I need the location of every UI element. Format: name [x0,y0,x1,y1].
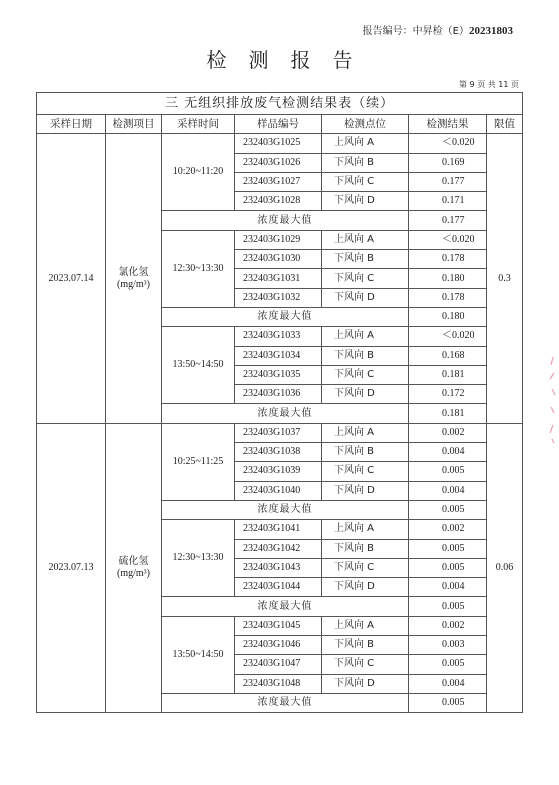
max-concentration-value: 0.181 [409,404,487,423]
table-title: 三 无组织排放废气检测结果表（续） [37,93,523,115]
result-value: ＜0.020 [409,230,487,249]
monitoring-point: 上风向 A [322,616,409,635]
max-concentration-label: 浓度最大值 [162,597,409,616]
sample-id: 232403G1039 [235,462,322,481]
column-header: 样品编号 [235,115,322,134]
monitoring-point: 下风向 C [322,655,409,674]
result-value: 0.168 [409,346,487,365]
monitoring-point: 上风向 A [322,520,409,539]
sampling-time: 13:50~14:50 [162,616,235,693]
monitoring-point: 下风向 B [322,636,409,655]
result-value: 0.005 [409,462,487,481]
report-number-value: 20231803 [469,25,513,37]
test-item-unit: (mg/m³) [117,278,150,290]
result-value: 0.002 [409,616,487,635]
column-header: 限值 [487,115,523,134]
sample-id: 232403G1028 [235,192,322,211]
limit-value: 0.3 [487,134,523,423]
monitoring-point: 上风向 A [322,230,409,249]
report-number [363,22,513,37]
test-item-name: 硫化氢 [118,555,149,567]
column-header: 采样时间 [162,115,235,134]
result-value: 0.004 [409,443,487,462]
header-row [37,115,523,134]
sample-id: 232403G1045 [235,616,322,635]
sampling-time: 10:25~11:25 [162,423,235,500]
sampling-time: 10:20~11:20 [162,134,235,211]
result-value: 0.005 [409,558,487,577]
result-value: 0.002 [409,520,487,539]
max-concentration-label: 浓度最大值 [162,404,409,423]
sampling-date: 2023.07.14 [37,134,106,423]
max-concentration-value: 0.005 [409,693,487,712]
monitoring-point: 下风向 D [322,385,409,404]
max-concentration-label: 浓度最大值 [162,500,409,519]
sample-id: 232403G1030 [235,250,322,269]
monitoring-point: 下风向 C [322,365,409,384]
sampling-date: 2023.07.13 [37,423,106,712]
result-value: 0.180 [409,269,487,288]
max-concentration-value: 0.005 [409,597,487,616]
result-value: 0.178 [409,288,487,307]
max-concentration-label: 浓度最大值 [162,307,409,326]
sample-id: 232403G1025 [235,134,322,153]
report-number-label: 报告编号：中昇检（E） [362,26,469,37]
sample-id: 232403G1029 [235,230,322,249]
monitoring-point: 下风向 C [322,558,409,577]
result-value: 0.181 [409,365,487,384]
sample-id: 232403G1037 [235,423,322,442]
sample-id: 232403G1034 [235,346,322,365]
monitoring-point: 下风向 C [322,462,409,481]
page-info: 第 9 页 共 11 页 [459,80,519,89]
sample-id: 232403G1041 [235,520,322,539]
max-concentration-value: 0.005 [409,500,487,519]
sampling-time: 13:50~14:50 [162,327,235,404]
column-header: 采样日期 [37,115,106,134]
monitoring-point: 下风向 D [322,192,409,211]
sample-id: 232403G1047 [235,655,322,674]
monitoring-point: 下风向 B [322,346,409,365]
result-value: 0.005 [409,655,487,674]
sample-id: 232403G1032 [235,288,322,307]
sample-id: 232403G1035 [235,365,322,384]
max-concentration-label: 浓度最大值 [162,693,409,712]
monitoring-point: 上风向 A [322,423,409,442]
sample-id: 232403G1026 [235,153,322,172]
max-concentration-value: 0.177 [409,211,487,230]
monitoring-point: 下风向 C [322,269,409,288]
monitoring-point: 上风向 A [322,134,409,153]
result-value: ＜0.020 [409,134,487,153]
sample-id: 232403G1043 [235,558,322,577]
result-value: 0.004 [409,578,487,597]
result-value: 0.169 [409,153,487,172]
monitoring-point: 下风向 D [322,674,409,693]
sample-id: 232403G1040 [235,481,322,500]
sample-id: 232403G1046 [235,636,322,655]
result-value: 0.004 [409,481,487,500]
column-header: 检测项目 [106,115,162,134]
result-table [36,92,523,713]
sample-id: 232403G1042 [235,539,322,558]
test-item-name: 氯化氢 [118,266,149,278]
sample-id: 232403G1033 [235,327,322,346]
limit-value: 0.06 [487,423,523,712]
monitoring-point: 下风向 D [322,578,409,597]
table-row [37,134,523,153]
monitoring-point: 上风向 A [322,327,409,346]
monitoring-point: 下风向 B [322,153,409,172]
result-value: 0.172 [409,385,487,404]
sample-id: 232403G1031 [235,269,322,288]
document-title: 检测报告 [206,48,375,72]
result-value: 0.003 [409,636,487,655]
test-item-cell [106,134,162,423]
monitoring-point: 下风向 C [322,172,409,191]
result-value: 0.177 [409,172,487,191]
max-concentration-label: 浓度最大值 [162,211,409,230]
result-value: 0.002 [409,423,487,442]
test-item-unit: (mg/m³) [117,567,150,579]
sample-id: 232403G1036 [235,385,322,404]
result-value: 0.005 [409,539,487,558]
test-item-cell [106,423,162,712]
max-concentration-value: 0.180 [409,307,487,326]
seal-edge-mark [547,355,557,445]
sample-id: 232403G1027 [235,172,322,191]
table-row [37,423,523,442]
sampling-time: 12:30~13:30 [162,230,235,307]
result-value: 0.178 [409,250,487,269]
column-header: 检测结果 [409,115,487,134]
sample-id: 232403G1038 [235,443,322,462]
column-header: 检测点位 [322,115,409,134]
sample-id: 232403G1044 [235,578,322,597]
result-value: 0.171 [409,192,487,211]
monitoring-point: 下风向 D [322,481,409,500]
monitoring-point: 下风向 B [322,250,409,269]
sampling-time: 12:30~13:30 [162,520,235,597]
result-value: 0.004 [409,674,487,693]
monitoring-point: 下风向 D [322,288,409,307]
monitoring-point: 下风向 B [322,443,409,462]
sample-id: 232403G1048 [235,674,322,693]
result-value: ＜0.020 [409,327,487,346]
monitoring-point: 下风向 B [322,539,409,558]
